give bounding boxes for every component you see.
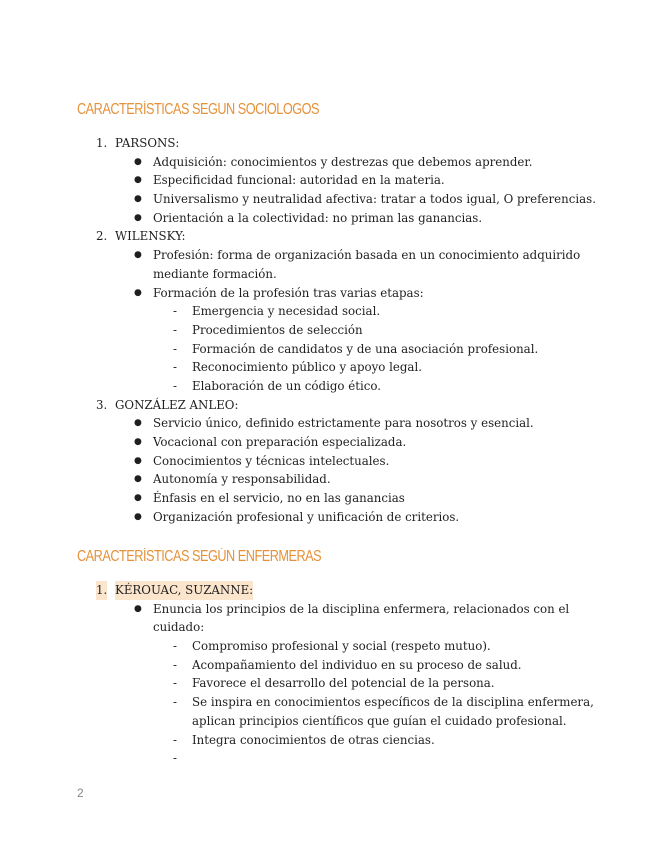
bullet-item	[0, 508, 655, 527]
dash-text: Elaboración de un código ético.	[192, 378, 381, 393]
dash-text: Compromiso profesional y social (respeto mutuo).	[192, 639, 491, 654]
bullet-text: Énfasis en el servicio, no en las ganancias	[153, 491, 405, 506]
bullet-icon: ●	[134, 418, 142, 429]
bullet-icon: ●	[134, 474, 142, 485]
bullet-text: Organización profesional y unificación de criterios.	[153, 509, 460, 524]
bullet-text: Formación de la profesión tras varias etapas:	[153, 285, 424, 300]
enfermeras-list	[0, 581, 655, 768]
dash-icon: -	[173, 657, 177, 672]
bullet-item	[0, 470, 655, 489]
bullet-item	[0, 414, 655, 433]
dash-item	[0, 637, 655, 656]
bullet-icon: ●	[134, 493, 142, 504]
bullet-item	[0, 209, 655, 228]
bullet-item	[0, 452, 655, 471]
dash-text: aplican principios científicos que guían el cuidado profesional.	[192, 713, 567, 728]
dash-icon: -	[173, 732, 177, 747]
dash-item	[0, 749, 655, 768]
bullet-text: mediante formación.	[153, 266, 277, 281]
list-item-wilensky	[0, 227, 655, 246]
bullet-text: Autonomía y responsabilidad.	[153, 472, 331, 487]
list-number: 1.	[96, 581, 107, 600]
dash-icon: -	[173, 304, 177, 319]
dash-text: Formación de candidatos y de una asociación profesional.	[192, 341, 539, 356]
bullet-item	[0, 171, 655, 190]
page-number: 2	[77, 786, 84, 800]
dash-icon: -	[173, 639, 177, 654]
bullet-icon: ●	[134, 603, 142, 614]
list-item-kerouac	[0, 581, 655, 600]
sociologos-list	[0, 134, 655, 526]
bullet-icon: ●	[134, 156, 142, 167]
dash-icon: -	[173, 322, 177, 337]
bullet-text: Universalismo y neutralidad afectiva: tratar a todos igual, O preferencias.	[153, 192, 596, 207]
bullet-icon: ●	[134, 175, 142, 186]
dash-text: Procedimientos de selección	[192, 322, 363, 337]
bullet-icon: ●	[134, 437, 142, 447]
dash-text: Se inspira en conocimientos específicos de la disciplina enfermera,	[192, 695, 594, 710]
bullet-item	[0, 153, 655, 172]
dash-icon: -	[173, 360, 177, 375]
bullet-icon: ●	[134, 455, 142, 466]
bullet-item	[0, 489, 655, 508]
bullet-continuation	[0, 265, 655, 284]
bullet-text: cuidado:	[153, 620, 205, 635]
dash-text: Reconocimiento público y apoyo legal.	[192, 360, 422, 375]
list-number: 1.	[96, 136, 108, 150]
author-name: GONZÁLEZ ANLEO:	[115, 397, 239, 412]
dash-icon: -	[173, 676, 177, 691]
dash-text: Integra conocimientos de otras ciencias.	[192, 732, 435, 747]
bullet-text: Especificidad funcional: autoridad en la materia.	[153, 173, 445, 188]
list-item-gonzalez-anleo	[0, 396, 655, 415]
bullet-icon: ●	[134, 287, 142, 298]
dash-text: Favorece el desarrollo del potencial de la persona.	[192, 676, 495, 691]
author-name: WILENSKY:	[115, 229, 186, 244]
bullet-item	[0, 433, 655, 452]
bullet-icon: ●	[134, 250, 142, 261]
dash-item	[0, 693, 655, 712]
bullet-item	[0, 284, 655, 303]
list-number: 2.	[96, 229, 108, 244]
list-item-parsons	[0, 134, 655, 153]
dash-item	[0, 302, 655, 321]
dash-item	[0, 321, 655, 340]
bullet-icon: ●	[134, 511, 142, 522]
dash-item	[0, 340, 655, 359]
bullet-item	[0, 600, 655, 619]
bullet-text: Orientación a la colectividad: no priman las ganancias.	[153, 210, 483, 225]
bullet-item	[0, 190, 655, 209]
dash-continuation	[0, 712, 655, 731]
bullet-text: Servicio único, definido estrictamente para nosotros y esencial.	[153, 416, 534, 431]
bullet-text: Enuncia los principios de la disciplina enfermera, relacionados con el	[153, 601, 570, 616]
bullet-icon: ●	[134, 194, 142, 205]
section-heading-sociologos: CARACTERÍSTICAS SEGUN SOCIOLOGOS	[77, 101, 320, 118]
list-number: 3.	[96, 397, 108, 412]
dash-item	[0, 358, 655, 377]
bullet-continuation	[0, 618, 655, 637]
dash-item	[0, 656, 655, 675]
bullet-item	[0, 246, 655, 265]
dash-icon: -	[173, 695, 177, 710]
dash-icon: -	[173, 341, 177, 356]
author-name: KÉROUAC, SUZANNE:	[115, 581, 253, 600]
section-heading-enfermeras: CARACTERÍSTICAS SEGÚN ENFERMERAS	[77, 548, 322, 565]
dash-icon: -	[173, 378, 177, 393]
dash-item	[0, 377, 655, 396]
bullet-text: Adquisición: conocimientos y destrezas que debemos aprender.	[153, 154, 533, 169]
dash-item	[0, 731, 655, 750]
dash-icon: -	[173, 751, 177, 766]
dash-text: Acompañamiento del individuo en su proceso de salud.	[192, 657, 522, 672]
dash-item	[0, 674, 655, 693]
bullet-text: Conocimientos y técnicas intelectuales.	[153, 453, 390, 468]
author-name: PARSONS:	[115, 136, 180, 150]
dash-text: Emergencia y necesidad social.	[192, 304, 381, 319]
bullet-icon: ●	[134, 212, 142, 223]
bullet-text: Profesión: forma de organización basada en un conocimiento adquirido	[153, 248, 581, 263]
bullet-text: Vocacional con preparación especializada.	[153, 435, 407, 449]
